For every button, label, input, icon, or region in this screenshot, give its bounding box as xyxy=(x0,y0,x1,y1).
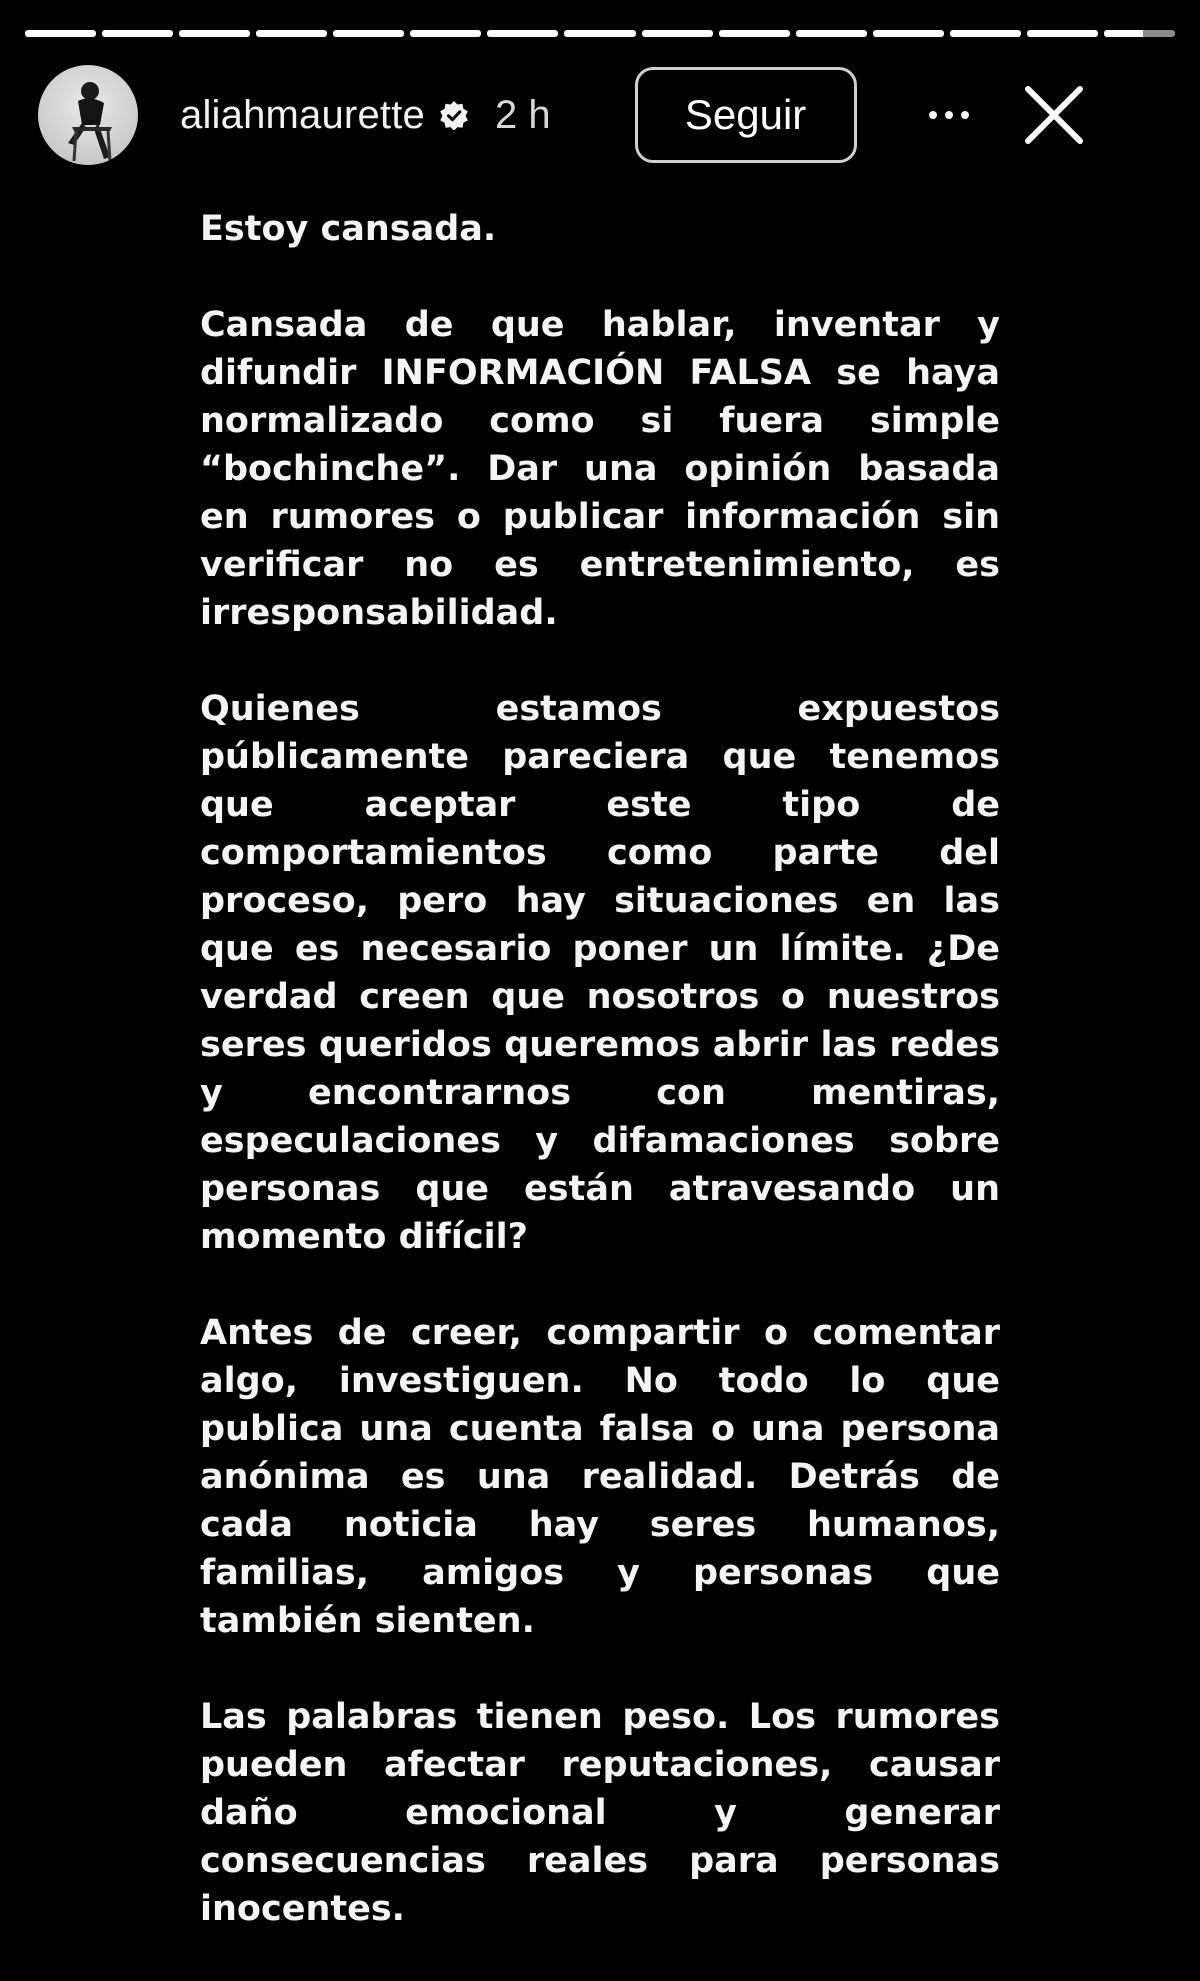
progress-segment xyxy=(487,30,558,37)
profile-photo-icon xyxy=(38,65,138,165)
progress-segment xyxy=(179,30,250,37)
progress-fill xyxy=(410,30,481,37)
progress-segment xyxy=(564,30,635,37)
progress-fill xyxy=(487,30,558,37)
progress-segment xyxy=(719,30,790,37)
paragraph: Quienes estamos expuestos públicamente pareciera que tenemos que aceptar este tipo de comportamientos como parte del proceso, pero hay situaciones en las que es necesario poner un límite. ¿De verdad creen que nosotros o nuestros seres queridos queremos abrir las redes y encontrarnos con mentiras, especulaciones y difamaciones sobre personas que están atravesando un momento difícil? xyxy=(200,689,1000,1257)
paragraph: Cansada de que hablar, inventar y difundir INFORMACIÓN FALSA se haya normalizado como si fuera simple “bochinche”. Dar una opinión basada en rumores o publicar información sin verificar no es entretenimiento, es irresponsabilidad. xyxy=(200,305,1000,633)
paragraph: Antes de creer, compartir o comentar algo, investiguen. No todo lo que publica una cuenta falsa o una persona anónima es una realidad. Detrás de cada noticia hay seres humanos, familias, amigos y personas que también sienten. xyxy=(200,1313,1000,1641)
progress-fill xyxy=(719,30,790,37)
post-time: 2 h xyxy=(494,92,551,137)
progress-segment xyxy=(25,30,96,37)
dot xyxy=(945,111,953,119)
progress-fill xyxy=(564,30,635,37)
progress-fill xyxy=(179,30,250,37)
story-text-body xyxy=(200,205,1000,1981)
progress-segment xyxy=(333,30,404,37)
avatar[interactable] xyxy=(38,65,138,165)
dot xyxy=(929,111,937,119)
progress-fill xyxy=(796,30,867,37)
progress-fill xyxy=(1104,30,1143,37)
progress-fill xyxy=(950,30,1021,37)
progress-segment xyxy=(873,30,944,37)
close-icon[interactable] xyxy=(1019,80,1089,150)
progress-fill xyxy=(1027,30,1098,37)
progress-segment xyxy=(410,30,481,37)
progress-fill xyxy=(333,30,404,37)
more-options-icon[interactable] xyxy=(919,85,979,145)
progress-fill xyxy=(873,30,944,37)
progress-fill xyxy=(25,30,96,37)
verified-badge-icon xyxy=(439,100,469,130)
progress-fill xyxy=(642,30,713,37)
story-progress-bar xyxy=(25,30,1175,37)
progress-segment xyxy=(642,30,713,37)
story-header xyxy=(38,60,1175,170)
username[interactable]: aliahmaurette xyxy=(180,92,425,137)
progress-segment xyxy=(102,30,173,37)
follow-button[interactable]: Seguir xyxy=(635,67,857,163)
paragraph-heading: Estoy cansada. xyxy=(200,209,497,249)
progress-segment xyxy=(1027,30,1098,37)
progress-fill xyxy=(102,30,173,37)
progress-fill xyxy=(256,30,327,37)
progress-segment xyxy=(950,30,1021,37)
progress-segment xyxy=(1104,30,1175,37)
paragraph: Las palabras tienen peso. Los rumores pueden afectar reputaciones, causar daño emocional y generar consecuencias reales para personas inocentes. xyxy=(200,1697,1000,1929)
dot xyxy=(961,111,969,119)
progress-segment xyxy=(256,30,327,37)
progress-segment xyxy=(796,30,867,37)
